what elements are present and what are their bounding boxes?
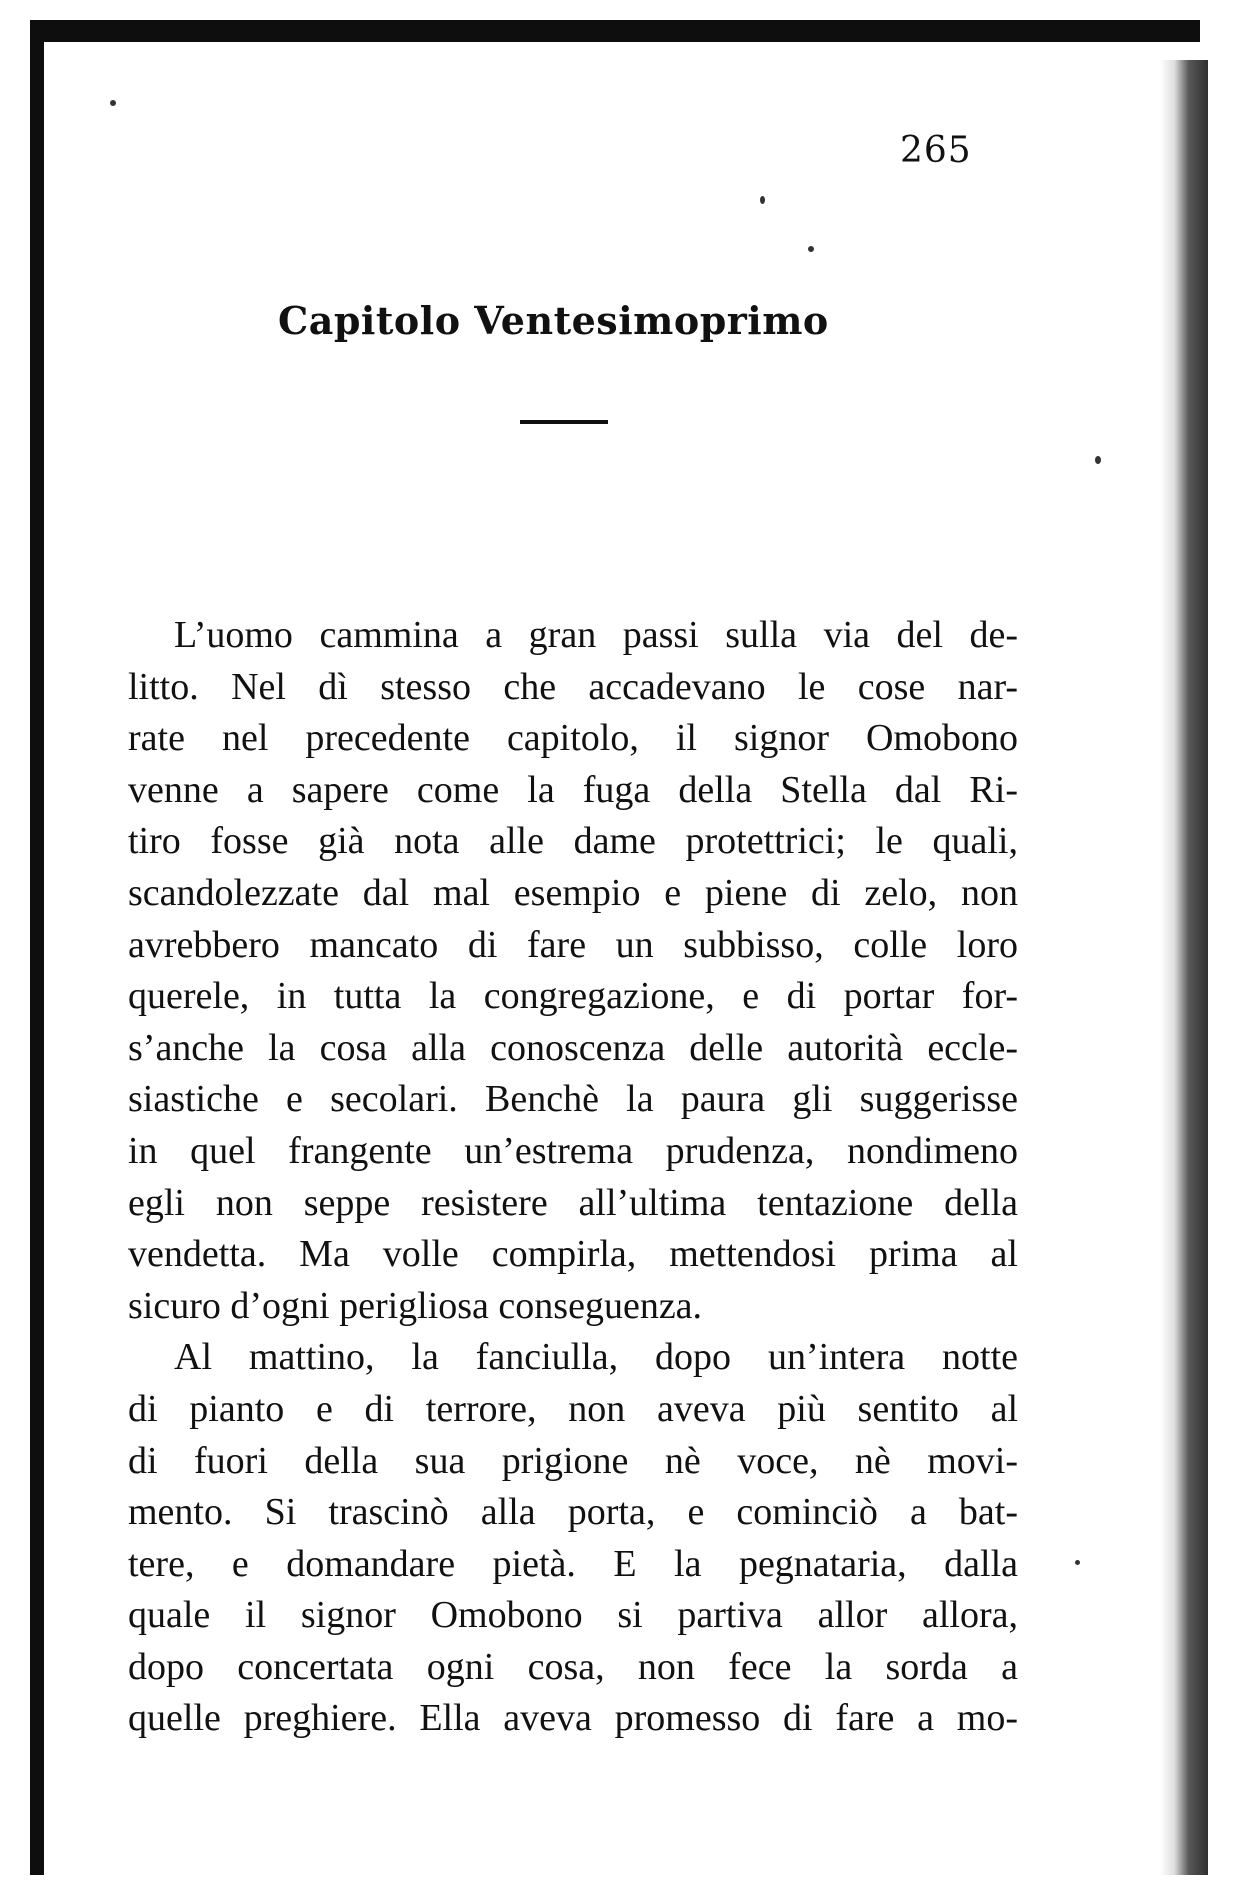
text-line: egli non seppe resistere all’ultima tentazione della <box>128 1181 1018 1224</box>
text-line: dopo concertata ogni cosa, non fece la sorda a <box>128 1645 1018 1688</box>
text-line: di pianto e di terrore, non aveva più sentito al <box>128 1387 1018 1430</box>
text-line: s’anche la cosa alla conoscenza delle autorità eccle- <box>128 1026 1018 1069</box>
page-number: 265 <box>900 130 972 171</box>
text-line: quelle preghiere. Ella aveva promesso di fare a mo- <box>128 1697 1018 1740</box>
scan-border-left <box>30 20 44 1875</box>
text-line: Al mattino, la fanciulla, dopo un’intera notte <box>174 1336 1018 1379</box>
scan-speck <box>808 246 814 252</box>
text-line: tiro fosse già nota alle dame protettrici; le quali, <box>128 820 1018 863</box>
text-line: mento. Si trascinò alla porta, e cominciò a bat- <box>128 1491 1018 1534</box>
scan-speck <box>760 196 765 204</box>
title-divider <box>520 420 608 424</box>
text-line: vendetta. Ma volle compirla, mettendosi prima al <box>128 1233 1018 1276</box>
scan-speck <box>1095 456 1101 464</box>
text-line: scandolezzate dal mal esempio e piene di zelo, non <box>128 871 1018 914</box>
scan-border-top <box>30 20 1200 42</box>
text-line: litto. Nel dì stesso che accadevano le cose nar- <box>128 665 1018 708</box>
scan-binding-shadow <box>1160 60 1208 1875</box>
scan-speck <box>1075 1560 1080 1565</box>
text-line: di fuori della sua prigione nè voce, nè movi- <box>128 1439 1018 1482</box>
scan-speck <box>110 100 116 106</box>
chapter-title: Capitolo Ventesimoprimo <box>278 298 829 343</box>
text-line: quale il signor Omobono si partiva allor allora, <box>128 1594 1018 1637</box>
text-line: sicuro d’ogni perigliosa conseguenza. <box>128 1284 703 1327</box>
text-line: siastiche e secolari. Benchè la paura gli suggerisse <box>128 1078 1018 1121</box>
text-line: L’uomo cammina a gran passi sulla via del de- <box>174 614 1018 656</box>
text-line: rate nel precedente capitolo, il signor Omobono <box>128 717 1018 760</box>
body-text <box>128 610 1018 1745</box>
text-line: in quel frangente un’estrema prudenza, nondimeno <box>128 1129 1018 1172</box>
text-line: venne a sapere come la fuga della Stella dal Ri- <box>128 768 1018 811</box>
text-line: querele, in tutta la congregazione, e di portar for- <box>128 975 1018 1018</box>
text-line: avrebbero mancato di fare un subbisso, colle loro <box>128 923 1018 966</box>
text-line: tere, e domandare pietà. E la pegnataria, dalla <box>128 1542 1018 1585</box>
